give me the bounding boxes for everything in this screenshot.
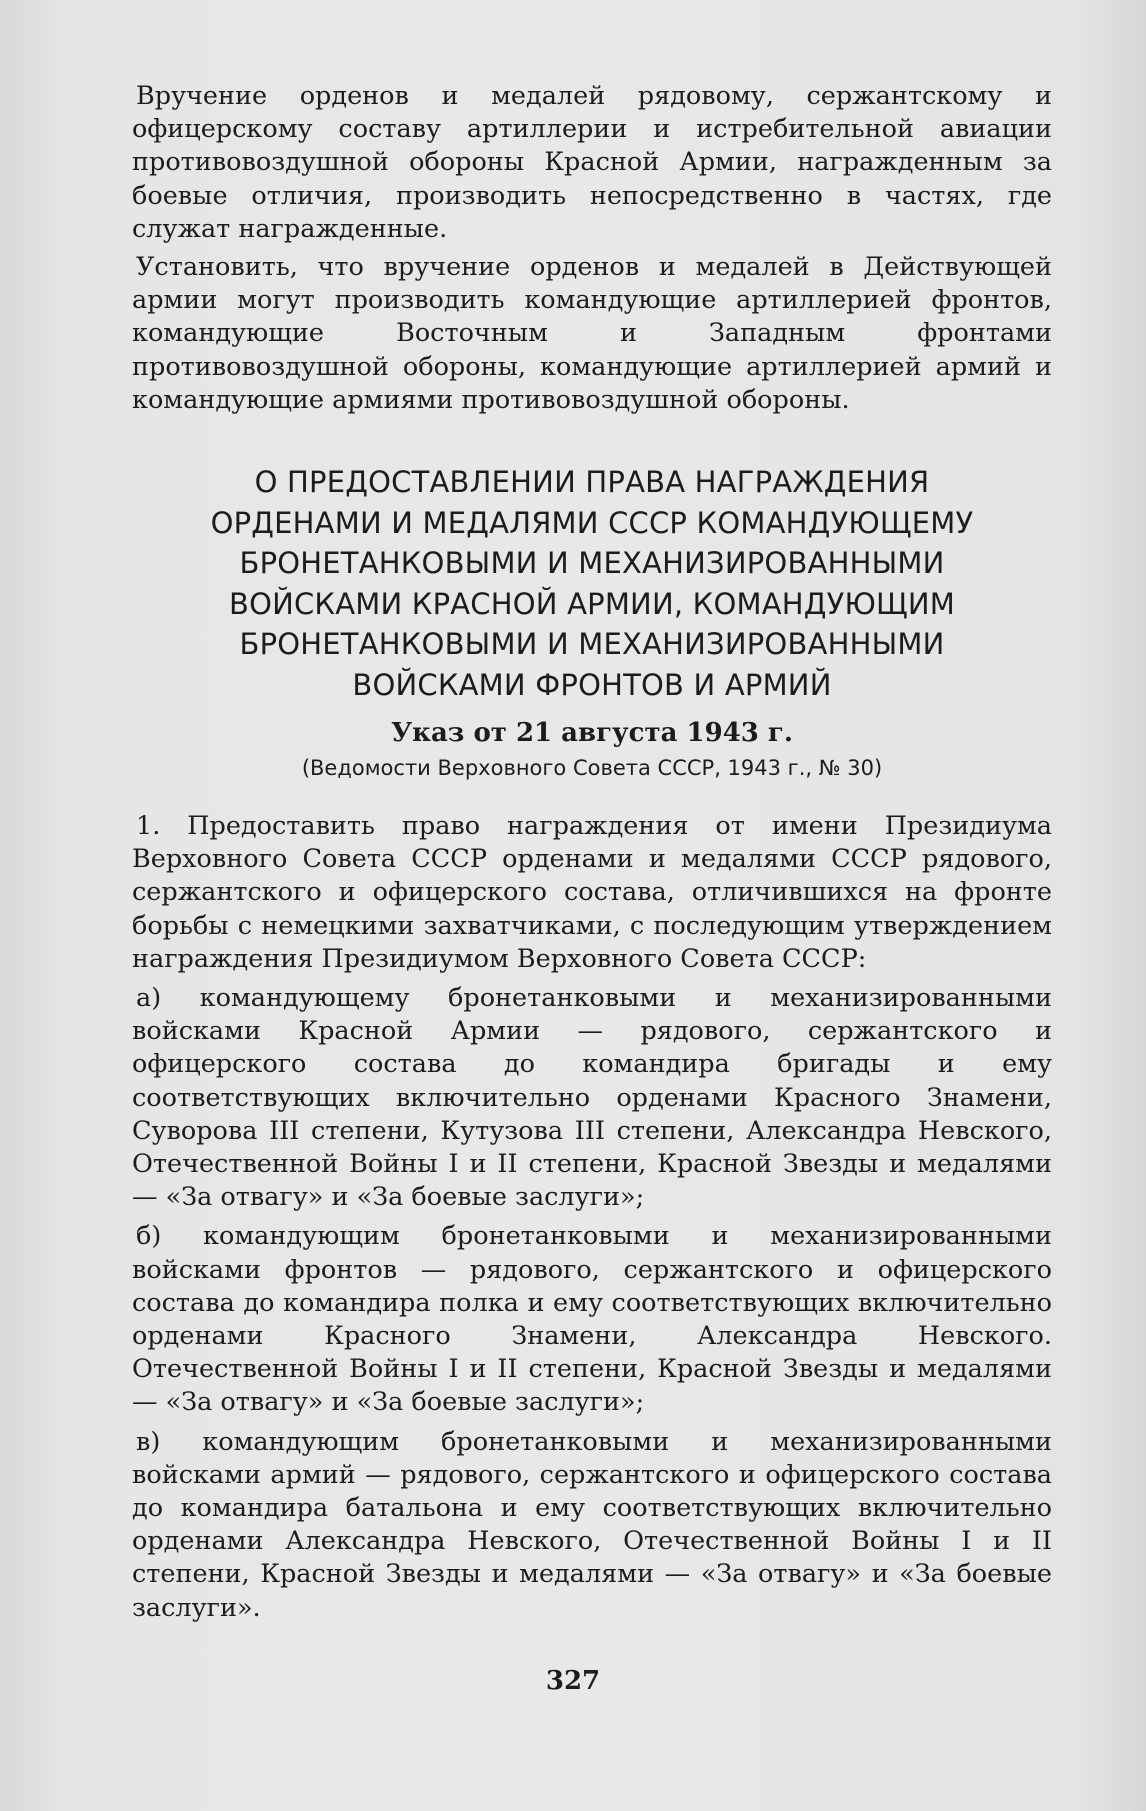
item-a: а) командующему бронетанковыми и механизированными войсками Красной Армии — рядового, сержантского и офицерского состава до командира бригады и ему соответствующих включительно орденами Красного Знамени, Суворова III степени, Кутузова III степени, Александра Невского, Отечественной Войны I и II степени, Красной Звезды и медалями — «За отвагу» и «За боевые заслуги»; bbox=[132, 983, 1052, 1213]
section-title-line: ВОЙСКАМИ ФРОНТОВ И АРМИЙ bbox=[352, 667, 832, 702]
page-number: 327 bbox=[545, 1666, 601, 1696]
section-title bbox=[132, 462, 1052, 705]
intro-paragraph-2: Установить, что вручение орденов и медалей в Действующей армии могут производить командующие артиллерией фронтов, командующие Восточным и Западным фронтами противовоздушной обороны, командующие артиллерией армий и командующие армиями противовоздушной обороны. bbox=[132, 252, 1052, 415]
intro-paragraph-1: Вручение орденов и медалей рядовому, сержантскому и офицерскому составу артиллерии и истребительной авиации противовоздушной обороны Красной Армии, награжденным за боевые отличия, производить непосредственно в частях, где служат награжденные. bbox=[132, 81, 1052, 244]
item-c: в) командующим бронетанковыми и механизированными войсками армий — рядового, сержантского и офицерского состава до командира батальона и ему соответствующих включительно орденами Александра Невского, Отечественной Войны I и II степени, Красной Звезды и медалями — «За отвагу» и «За боевые заслуги». bbox=[132, 1426, 1052, 1623]
decree-body bbox=[132, 810, 1052, 1625]
section-title-line: БРОНЕТАНКОВЫМИ И МЕХАНИЗИРОВАННЫМИ bbox=[239, 627, 945, 661]
section-title-line: ВОЙСКАМИ КРАСНОЙ АРМИИ, КОМАНДУЮЩИМ bbox=[228, 586, 956, 621]
source-citation: (Ведомости Верховного Совета СССР, 1943 г., № 30) bbox=[301, 756, 883, 780]
point-1: 1. Предоставить право награждения от имени Президиума Верховного Совета СССР орденами и медалями СССР рядового, сержантского и офицерского состава, отличившихся на фронте борьбы с немецкими захватчиками, с последующим утверждением награждения Президиумом Верховного Совета СССР: bbox=[132, 811, 1052, 974]
section-title-line: ОРДЕНАМИ И МЕДАЛЯМИ СССР КОМАНДУЮЩЕМУ bbox=[210, 505, 974, 540]
decree-heading: Указ от 21 августа 1943 г. bbox=[391, 718, 793, 748]
section-title-line: БРОНЕТАНКОВЫМИ И МЕХАНИЗИРОВАННЫМИ bbox=[239, 546, 945, 580]
item-b: б) командующим бронетанковыми и механизированными войсками фронтов — рядового, сержантского и офицерского состава до командира полка и ему соответствующих включительно орденами Красного Знамени, Александра Невского. Отечественной Войны I и II степени, Красной Звезды и медалями — «За отвагу» и «За боевые заслуги»; bbox=[132, 1221, 1052, 1418]
intro-text bbox=[132, 80, 1052, 417]
section-title-line: О ПРЕДОСТАВЛЕНИИ ПРАВА НАГРАЖДЕНИЯ bbox=[254, 465, 930, 499]
